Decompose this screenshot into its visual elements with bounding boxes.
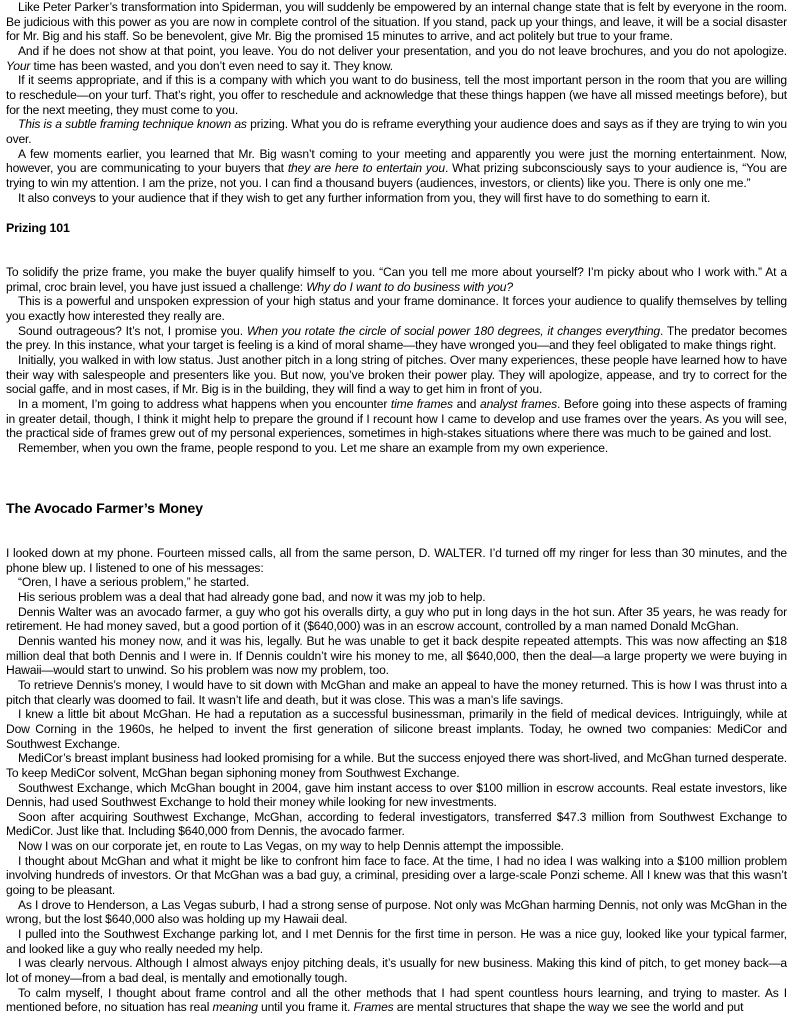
paragraph: His serious problem was a deal that had already gone bad, and now it was my job to help. xyxy=(18,589,486,604)
avocado-section xyxy=(6,546,787,1015)
paragraph: Dennis wanted his money now, and it was his, legally. But he was unable to get it back despite repeated attempts. This was now affecting an $18 million deal that both Dennis and I were in. If Dennis couldn’t wire his money to me, all $640,000, then the deal—a large property we were buying in Hawaii—would start to unwind. So his problem was now my problem, too. xyxy=(6,633,787,678)
paragraph: Remember, when you own the frame, people respond to you. Let me share an example from my own experience. xyxy=(18,440,609,455)
intro-section xyxy=(6,0,787,205)
paragraph: Sound outrageous? It’s not, I promise you. When you rotate the circle of social power 180 degrees, it changes everything. The predator becomes the prey. In this instance, what your target is feeling is a kind of moral shame—they have wronged you—and they feel obligated to make things right. xyxy=(6,323,787,353)
section-heading-prizing: Prizing 101 xyxy=(6,221,70,235)
paragraph: As I drove to Henderson, a Las Vegas suburb, I had a strong sense of purpose. Not only was McGhan harming Dennis, not only was McGhan in the wrong, but the lost $640,000 also was holding up my Hawaii deal. xyxy=(6,897,787,927)
paragraph: It also conveys to your audience that if they wish to get any further information from you, they will first have to do something to earn it. xyxy=(18,190,711,205)
section-heading-avocado: The Avocado Farmer’s Money xyxy=(6,501,203,517)
paragraph: I looked down at my phone. Fourteen missed calls, all from the same person, D. WALTER. I’d turned off my ringer for less than 30 minutes, and the phone blew up. I listened to one of his messages: xyxy=(6,546,787,575)
paragraph: Like Peter Parker’s transformation into Spiderman, you will suddenly be empowered by an internal change state that is felt by everyone in the room. Be judicious with this power as you are now in complete control of the situation. If you stand, pack up your things, and leave, it will be a social disaster for Mr. Big and his staff. So be benevolent, give Mr. Big the promised 15 minutes to arrive, and act politely but true to your frame. xyxy=(6,0,787,44)
prizing-section xyxy=(6,265,787,456)
paragraph: Initially, you walked in with low status. Just another pitch in a long string of pitches. Over many experiences, these people have learned how to have their way with salespeople and presenters like you. But now, you’ve broken their power play. They will apologize, appease, and try to correct for the social gaffe, and in most cases, if Mr. Big is in the building, they will find a way to get him in front of you. xyxy=(6,352,787,397)
paragraph: “Oren, I have a serious problem,” he started. xyxy=(18,575,250,590)
paragraph: I pulled into the Southwest Exchange parking lot, and I met Dennis for the first time in person. He was a nice guy, looked like your typical farmer, and looked like a guy who really needed my help. xyxy=(6,927,787,956)
paragraph: In a moment, I’m going to address what happens when you encounter time frames and analyst frames. Before going into these aspects of framing in greater detail, though, I think it might help to prepare the ground if I recount how I came to develop and use frames over the years. As you will see, the practical side of frames grew out of my personal experiences, sometimes in high-stakes situations where there was much to be gained and lost. xyxy=(6,396,787,441)
paragraph: A few moments earlier, you learned that Mr. Big wasn’t coming to your meeting and apparently you were just the morning entertainment. Now, however, you are communicating to your buyers that they are here to entertain you. What prizing subconsciously says to your audience is, “You are trying to win my attention. I am the prize, not you. I can find a thousand buyers (audiences, investors, or clients) like you. There is only one me.” xyxy=(6,146,787,190)
paragraph: I knew a little bit about McGhan. He had a reputation as a successful businessman, primarily in the field of medical devices. Intriguingly, while at Dow Corning in the 1960s, he helped to invent the first generation of silicone breast implants. Today, he owned two companies: MediCor and Southwest Exchange. xyxy=(6,707,787,751)
paragraph: Dennis Walter was an avocado farmer, a guy who got his overalls dirty, a guy who put in long days in the hot sun. After 35 years, he was ready for retirement. He had money saved, but a good portion of it ($640,000) was in an escrow account, controlled by a man named Donald McGhan. xyxy=(6,604,787,634)
paragraph: If it seems appropriate, and if this is a company with which you want to do business, tell the most important person in the room that you are willing to reschedule—on your turf. That’s right, you offer to reschedule and acknowledge that these things happen (we have all missed meetings before), but for the next meeting, they must come to you. xyxy=(6,73,787,117)
paragraph: To calm myself, I thought about frame control and all the other methods that I had spent countless hours learning, and trying to master. As I mentioned before, no situation has real meaning until you frame it. Frames are mental structures that shape the way we see the world and put xyxy=(6,985,787,1015)
paragraph: I thought about McGhan and what it might be like to confront him face to face. At the time, I had no idea I was walking into a $100 million problem involving hundreds of investors. Or that McGhan was a bad guy, a criminal, presiding over a large-scale Ponzi scheme. All I knew was that this wasn’t going to be pleasant. xyxy=(6,853,787,898)
paragraph: And if he does not show at that point, you leave. You do not deliver your presentation, and you do not leave brochures, and you do not apologize. Your time has been wasted, and you don’t even need to say it. They know. xyxy=(6,43,787,73)
paragraph: Now I was on our corporate jet, en route to Las Vegas, on my way to help Dennis attempt the impossible. xyxy=(18,839,564,854)
paragraph: Southwest Exchange, which McGhan bought in 2004, gave him instant access to over $100 million in escrow accounts. Real estate investors, like Dennis, had used Southwest Exchange to hold their money while looking for new investments. xyxy=(6,780,787,810)
paragraph: This is a subtle framing technique known as prizing. What you do is reframe everything your audience does and says as if they are trying to win you over. xyxy=(6,117,787,146)
paragraph: This is a powerful and unspoken expression of your high status and your frame dominance. It forces your audience to qualify themselves by telling you exactly how interested they really are. xyxy=(6,294,787,323)
paragraph: Soon after acquiring Southwest Exchange, McGhan, according to federal investigators, transferred $47.3 million from Southwest Exchange to MediCor. Just like that. Including $640,000 from Dennis, the avocado farmer. xyxy=(6,809,787,839)
paragraph: To solidify the prize frame, you make the buyer qualify himself to you. “Can you tell me more about yourself? I’m picky about who I work with.” At a primal, croc brain level, you have just issued a challenge: Why do I want to do business with you? xyxy=(6,265,787,294)
paragraph: MediCor’s breast implant business had looked promising for a while. But the success enjoyed there was short-lived, and McGhan turned desperate. To keep MediCor solvent, McGhan began siphoning money from Southwest Exchange. xyxy=(6,751,787,780)
paragraph: I was clearly nervous. Although I almost always enjoy pitching deals, it’s usually for new business. Making this kind of pitch, to get money back—a lot of money—from a bad deal, is mentally and emotionally tough. xyxy=(6,956,787,986)
paragraph: To retrieve Dennis’s money, I would have to sit down with McGhan and make an appeal to have the money returned. This is how I was thrust into a pitch that clearly was doomed to fail. It wasn’t life and death, but it was close. This was a man’s life savings. xyxy=(6,677,787,707)
